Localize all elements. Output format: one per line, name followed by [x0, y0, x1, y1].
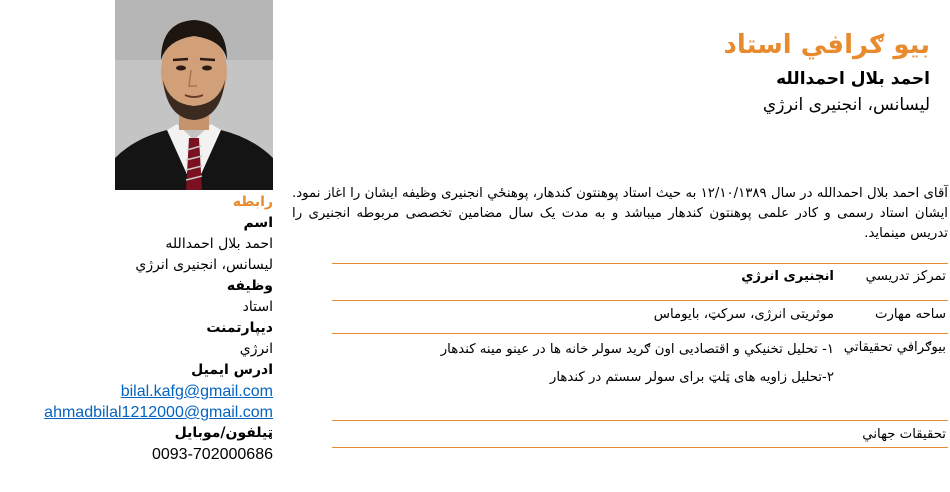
table-row: [292, 421, 948, 448]
row-value: [292, 334, 836, 421]
page-title: بيو ګرافي استاد: [723, 30, 930, 60]
row-label: تحقیقات جهاني: [862, 427, 946, 442]
row-divider: [332, 447, 948, 448]
position-value: استاد: [242, 299, 273, 315]
row-label: ساحه مهارت: [874, 307, 946, 322]
phone-value: 0093-702000686: [151, 446, 273, 463]
table-row: [292, 263, 948, 301]
department-label: دیپارتمنت: [206, 320, 273, 336]
email-label: ادرس ایمیل: [191, 362, 273, 378]
row-value: [292, 421, 836, 448]
name-value: احمد بلال احمدالله: [165, 236, 273, 252]
portrait-image: [115, 0, 273, 190]
email-link-1[interactable]: bilal.kafg@gmail.com: [120, 383, 273, 400]
email-link-2[interactable]: ahmadbilal1212000@gmail.com: [44, 404, 273, 421]
info-table: [292, 263, 948, 448]
research-item: ۲-تحلیل زاویه های ټلټ برای سولر سستم در کندهار: [549, 370, 834, 385]
contact-heading: رابطه: [232, 194, 273, 210]
row-divider: [332, 263, 948, 264]
teacher-name: احمد بلال احمدالله: [776, 69, 930, 89]
row-label: بیوګرافي تحقیقاتي: [843, 340, 946, 355]
table-row: [292, 301, 948, 334]
name-label: اسم: [243, 215, 273, 231]
position-label: وظیفه: [226, 278, 273, 294]
row-value: موثریتی انرژی، سرکټ، بایوماس: [653, 307, 834, 322]
bio-paragraph: آقای احمد بلال احمدالله در سال ۱۲/۱۰/۱۳۸۹ به حیث استاد پوهنتون کندهار، پوهنځي انجنیری وظیفه ایشان را اغاز نمود. ایشان استاد رسمی و کادر علمی پوهنتون کندهار میباشد و به مدت یک سال مضامین تخصصی مربوطه انجنیری را تدریس مینماید.: [292, 186, 948, 241]
phone-label: ټیلفون/موبایل: [174, 425, 273, 441]
teacher-degree: لیسانس، انجنیری انرژي: [762, 95, 930, 115]
table-row: [292, 334, 948, 421]
page-header: [290, 28, 930, 118]
degree-value: لیسانس، انجنیری انرژي: [135, 257, 273, 273]
row-value: انجنیری انرژي: [741, 269, 834, 284]
row-label: تمرکز تدریسي: [865, 269, 946, 284]
contact-sidebar: [0, 192, 273, 465]
research-item: ۱- تحلیل تخنیکي و اقتصادیی اون ګرید سولر خانه ها در عینو مینه کندهار: [440, 342, 834, 357]
department-value: انرژي: [239, 341, 273, 357]
profile-photo: [115, 0, 273, 190]
